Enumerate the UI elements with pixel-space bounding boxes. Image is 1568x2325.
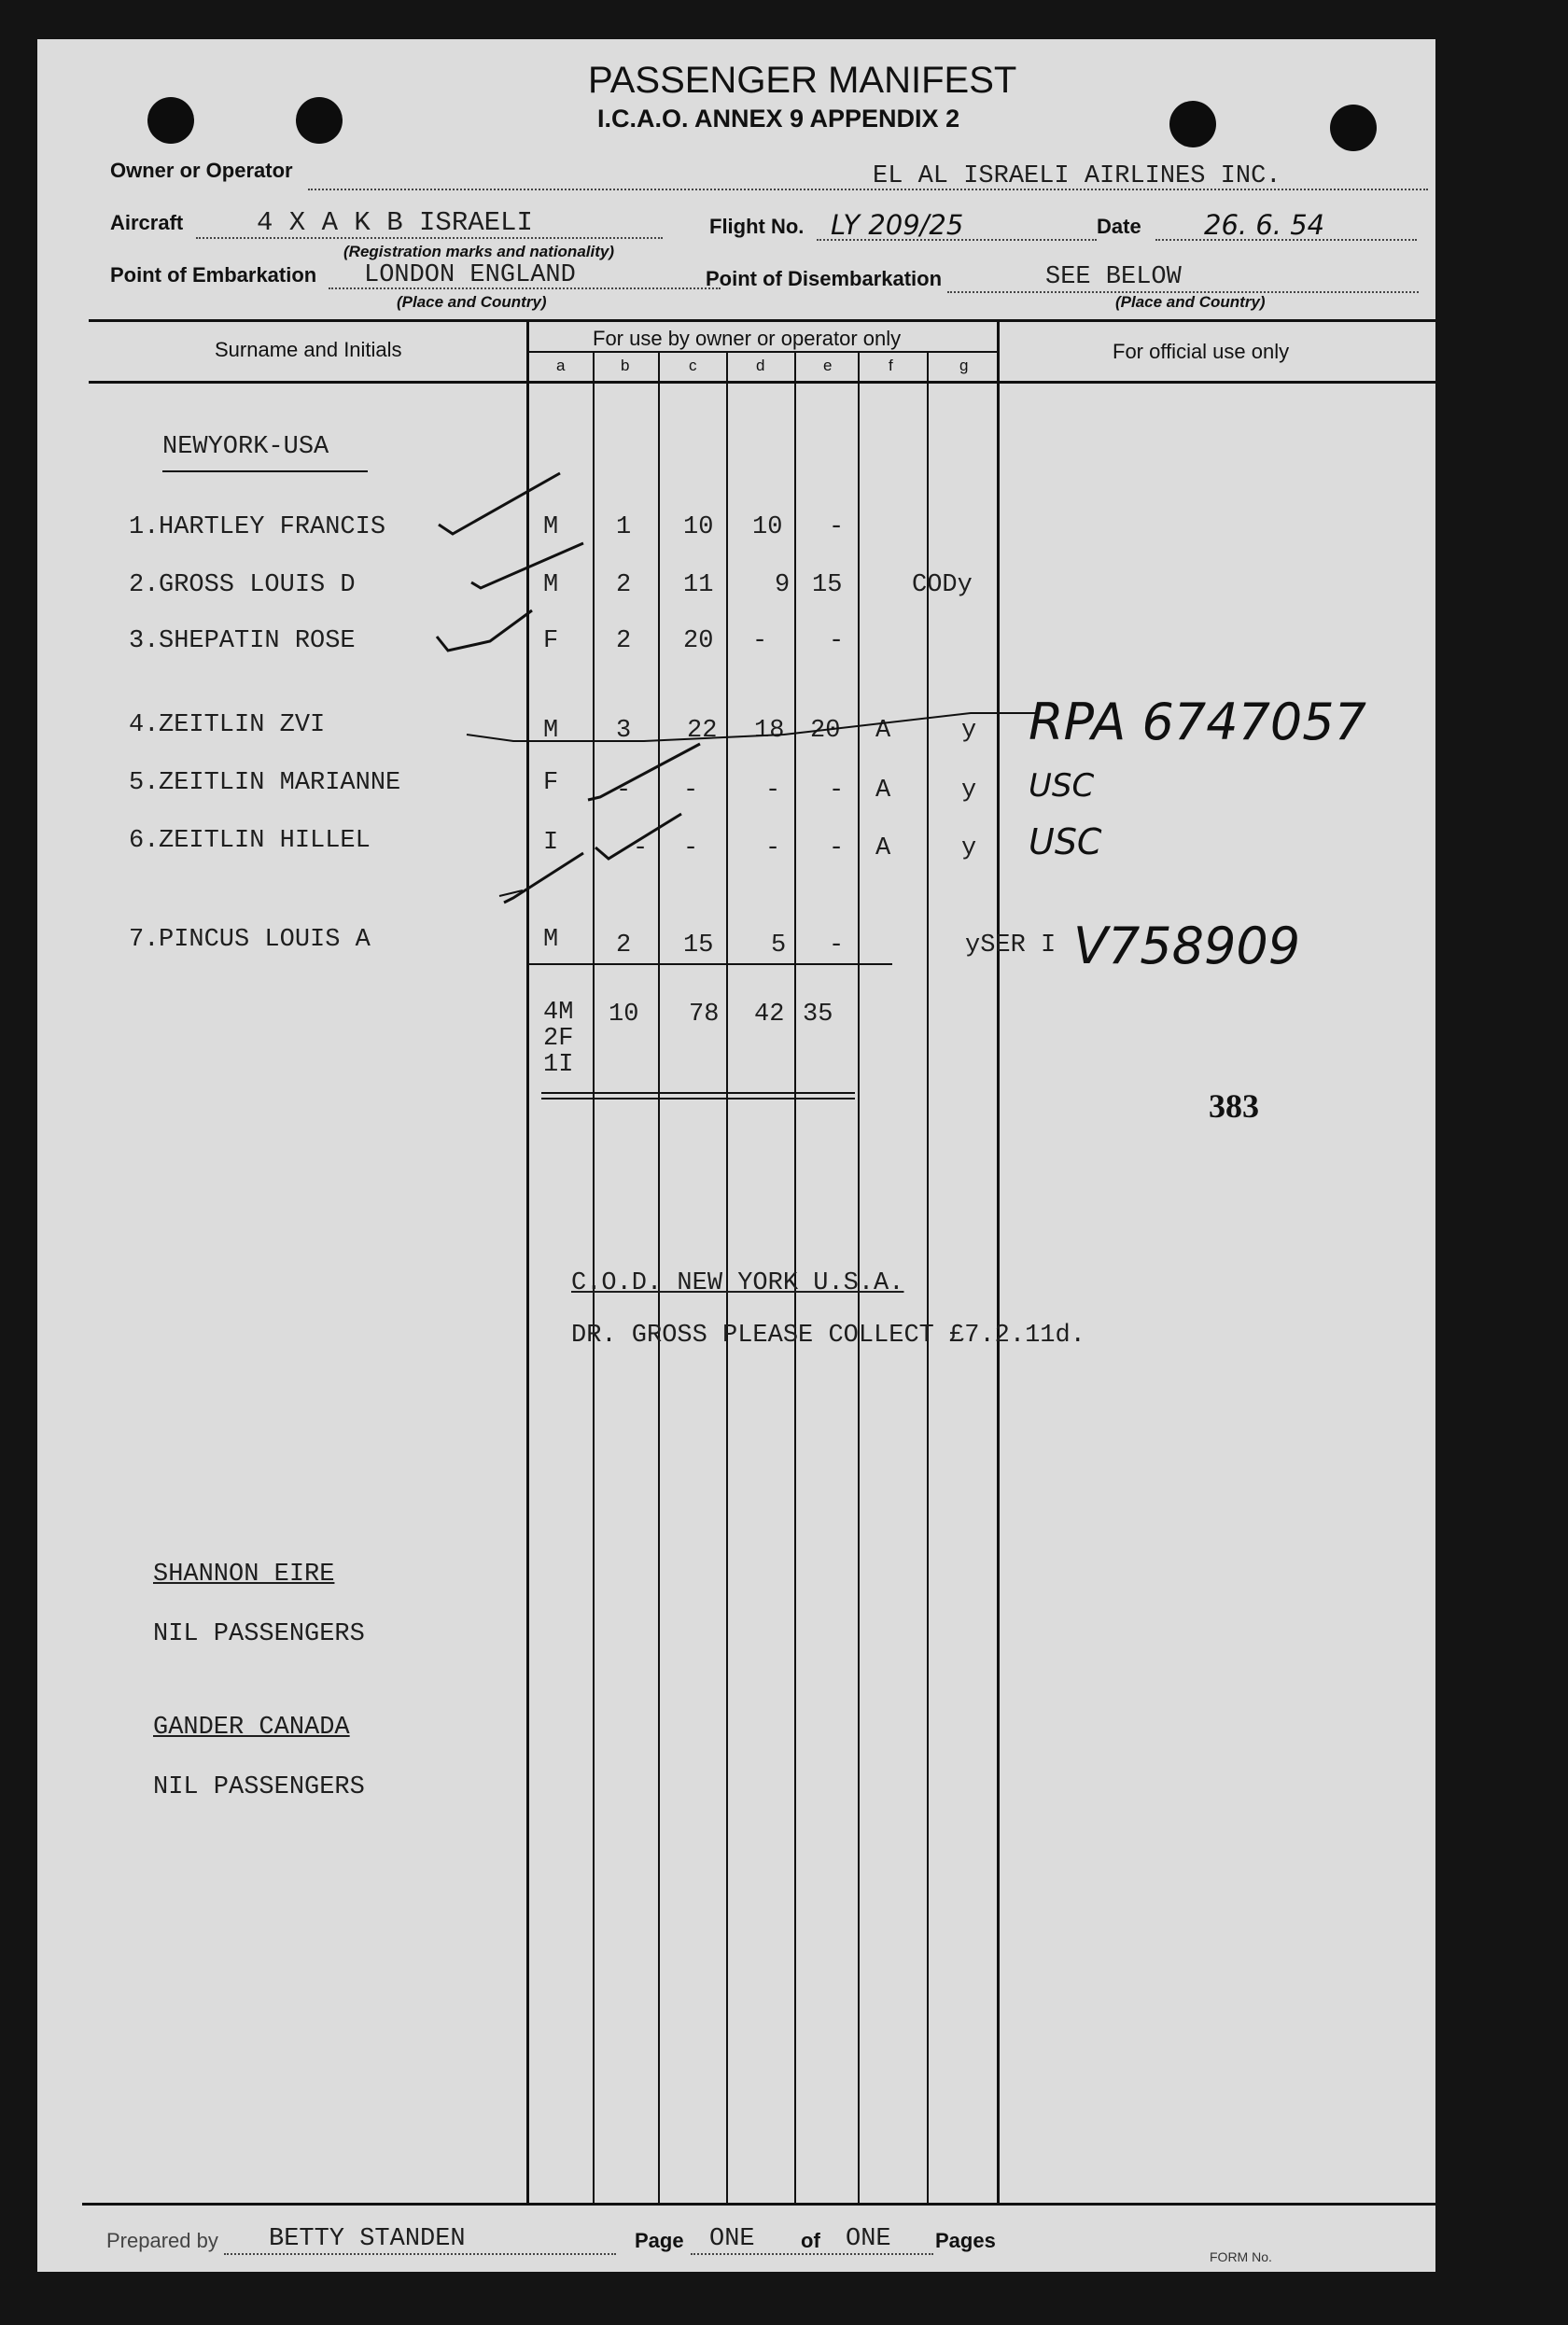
col-letter-f: f: [889, 357, 893, 374]
passenger-3-col-e: -: [829, 627, 845, 655]
passenger-6-number: 6.: [129, 827, 160, 855]
passenger-6-name: ZEITLIN HILLEL: [159, 827, 371, 855]
embarkation-note: (Place and Country): [397, 293, 547, 311]
page-label: Page: [635, 2229, 684, 2252]
passenger-4-number: 4.: [129, 711, 160, 739]
passenger-5-col-g: y: [961, 777, 977, 805]
passenger-1-col-e: -: [829, 513, 845, 541]
passenger-3-col-a: F: [543, 627, 559, 655]
form-number: FORM No.: [1210, 2249, 1272, 2264]
passenger-4-name: ZEITLIN ZVI: [159, 711, 326, 739]
tick-marks: [37, 39, 1435, 1066]
totals-double-rule: [541, 1092, 855, 1094]
passenger-7-col-b: 2: [616, 931, 632, 959]
embarkation-value: LONDON ENGLAND: [364, 261, 576, 289]
passenger-3-col-c: 20: [683, 627, 714, 655]
passenger-4-col-e: 20: [810, 717, 841, 745]
passenger-6-col-e: -: [829, 834, 845, 862]
passenger-7-col-e: -: [829, 931, 845, 959]
prepared-by-value: BETTY STANDEN: [269, 2225, 466, 2253]
disembarkation-note: (Place and Country): [1115, 293, 1266, 311]
cod-title: C.O.D. NEW YORK U.S.A.: [571, 1269, 904, 1297]
total-e: 35: [803, 1001, 833, 1029]
cod-note: DR. GROSS PLEASE COLLECT £7.2.11d.: [571, 1322, 1085, 1350]
owner-label: Owner or Operator: [110, 159, 293, 182]
passenger-2-col-a: M: [543, 571, 559, 599]
official-number: 383: [1209, 1087, 1259, 1125]
passenger-1-number: 1.: [129, 513, 160, 541]
passenger-1-col-a: M: [543, 513, 559, 541]
stop-gander-note: NIL PASSENGERS: [153, 1773, 365, 1801]
disembarkation-value: SEE BELOW: [1045, 263, 1182, 291]
passenger-5-number: 5.: [129, 769, 160, 797]
tick-mark: [439, 473, 560, 534]
passenger-2-col-d: 9: [775, 571, 791, 599]
total-a-females: 2F: [543, 1025, 574, 1053]
passenger-5-col-e: -: [829, 777, 845, 805]
totals-top-rule: [528, 963, 892, 965]
stop-shannon-note: NIL PASSENGERS: [153, 1620, 365, 1648]
passenger-2-col-c: 11: [683, 571, 714, 599]
total-d: 42: [754, 1001, 785, 1029]
passenger-6-col-c: -: [683, 834, 699, 862]
aircraft-label: Aircraft: [110, 211, 184, 234]
tick-mark: [588, 744, 700, 800]
tick-mark: [504, 853, 583, 903]
col-letter-d: d: [756, 357, 765, 374]
passenger-7-col-g: ySER I: [965, 931, 1057, 959]
form-title: PASSENGER MANIFEST: [588, 60, 1017, 101]
tick-mark: [437, 610, 532, 651]
passenger-5-col-b: -: [616, 777, 632, 805]
prepared-by-dotted-line: [224, 2253, 616, 2255]
passenger-6-col-g: y: [961, 834, 977, 862]
passenger-2-number: 2.: [129, 571, 160, 599]
date-value: 26. 6. 54: [1204, 209, 1325, 241]
stop-gander-title: GANDER CANADA: [153, 1714, 350, 1742]
col-letter-a: a: [556, 357, 566, 374]
tick-mark: [467, 713, 1036, 741]
disembarkation-label: Point of Disembarkation: [706, 267, 943, 290]
of-label: of: [801, 2229, 820, 2252]
col-letter-g: g: [959, 357, 969, 374]
passenger-4-col-d: 18: [754, 717, 785, 745]
embarkation-label: Point of Embarkation: [110, 263, 317, 287]
flight-value: LY 209/25: [831, 209, 964, 241]
passenger-2-col-b: 2: [616, 571, 632, 599]
totals-double-rule: [541, 1098, 855, 1099]
passenger-5-col-a: F: [543, 769, 559, 797]
manifest-sheet: [37, 39, 1435, 2272]
passenger-7-col-d: 5: [771, 931, 787, 959]
owner-use-header: For use by owner or operator only: [593, 327, 902, 350]
passenger-1-col-c: 10: [683, 513, 714, 541]
passenger-3-number: 3.: [129, 627, 160, 655]
surname-header: Surname and Initials: [215, 338, 402, 361]
prepared-by-label: Prepared by: [106, 2229, 218, 2252]
passenger-3-col-d: -: [752, 627, 768, 655]
official-use-header: For official use only: [1113, 340, 1290, 363]
of-value: ONE: [846, 2225, 891, 2253]
passenger-6-col-f: A: [875, 834, 891, 862]
passenger-4-col-g: y: [961, 717, 977, 745]
passenger-1-col-d: 10: [752, 513, 783, 541]
passenger-5-col-c: -: [683, 777, 699, 805]
pages-label: Pages: [935, 2229, 996, 2252]
stop-shannon-title: SHANNON EIRE: [153, 1561, 335, 1589]
total-a-males: 4M: [543, 999, 574, 1027]
passenger-5-official-number: USC: [1029, 767, 1095, 805]
passenger-6-col-d: -: [765, 834, 781, 862]
form-subtitle: I.C.A.O. ANNEX 9 APPENDIX 2: [597, 105, 960, 133]
passenger-7-number: 7.: [129, 926, 160, 954]
col-letter-b: b: [621, 357, 630, 374]
passenger-3-name: SHEPATIN ROSE: [159, 627, 356, 655]
passenger-3-col-b: 2: [616, 627, 632, 655]
destination-heading: NEWYORK-USA: [162, 433, 329, 461]
col-letter-e: e: [823, 357, 833, 374]
passenger-4-col-b: 3: [616, 717, 632, 745]
passenger-7-name: PINCUS LOUIS A: [159, 926, 371, 954]
date-label: Date: [1097, 215, 1141, 238]
passenger-2-name: GROSS LOUIS D: [159, 571, 356, 599]
passenger-6-col-a: I: [543, 829, 559, 857]
passenger-4-col-f: A: [875, 717, 891, 745]
aircraft-note: (Registration marks and nationality): [343, 243, 614, 260]
tick-mark: [471, 543, 583, 588]
passenger-5-col-f: A: [875, 777, 891, 805]
aircraft-value: 4 X A K B ISRAELI: [257, 207, 533, 238]
page-value: ONE: [709, 2225, 755, 2253]
passenger-4-col-c: 22: [687, 717, 718, 745]
passenger-1-col-b: 1: [616, 513, 632, 541]
total-b: 10: [609, 1001, 639, 1029]
passenger-7-col-a: M: [543, 926, 559, 954]
flight-label: Flight No.: [709, 215, 805, 238]
tick-mark: [595, 814, 681, 859]
passenger-6-official-number: USC: [1029, 821, 1102, 862]
passenger-2-col-f: CODy: [912, 571, 973, 599]
passenger-6-col-b: -: [633, 834, 649, 862]
passenger-4-official-number: RPA 6747057: [1029, 693, 1366, 751]
total-a-infants: 1I: [543, 1051, 574, 1079]
passenger-5-col-d: -: [765, 777, 781, 805]
passenger-1-name: HARTLEY FRANCIS: [159, 513, 386, 541]
passenger-5-name: ZEITLIN MARIANNE: [159, 769, 401, 797]
total-c: 78: [689, 1001, 720, 1029]
passenger-7-official-number: V758909: [1073, 917, 1301, 975]
owner-value: EL AL ISRAELI AIRLINES INC.: [873, 162, 1281, 190]
passenger-2-col-e: 15: [812, 571, 843, 599]
passenger-4-col-a: M: [543, 717, 559, 745]
col-letter-c: c: [689, 357, 697, 374]
passenger-7-col-c: 15: [683, 931, 714, 959]
page-dotted-line: [691, 2253, 933, 2255]
footer-rule: [82, 2203, 1435, 2206]
